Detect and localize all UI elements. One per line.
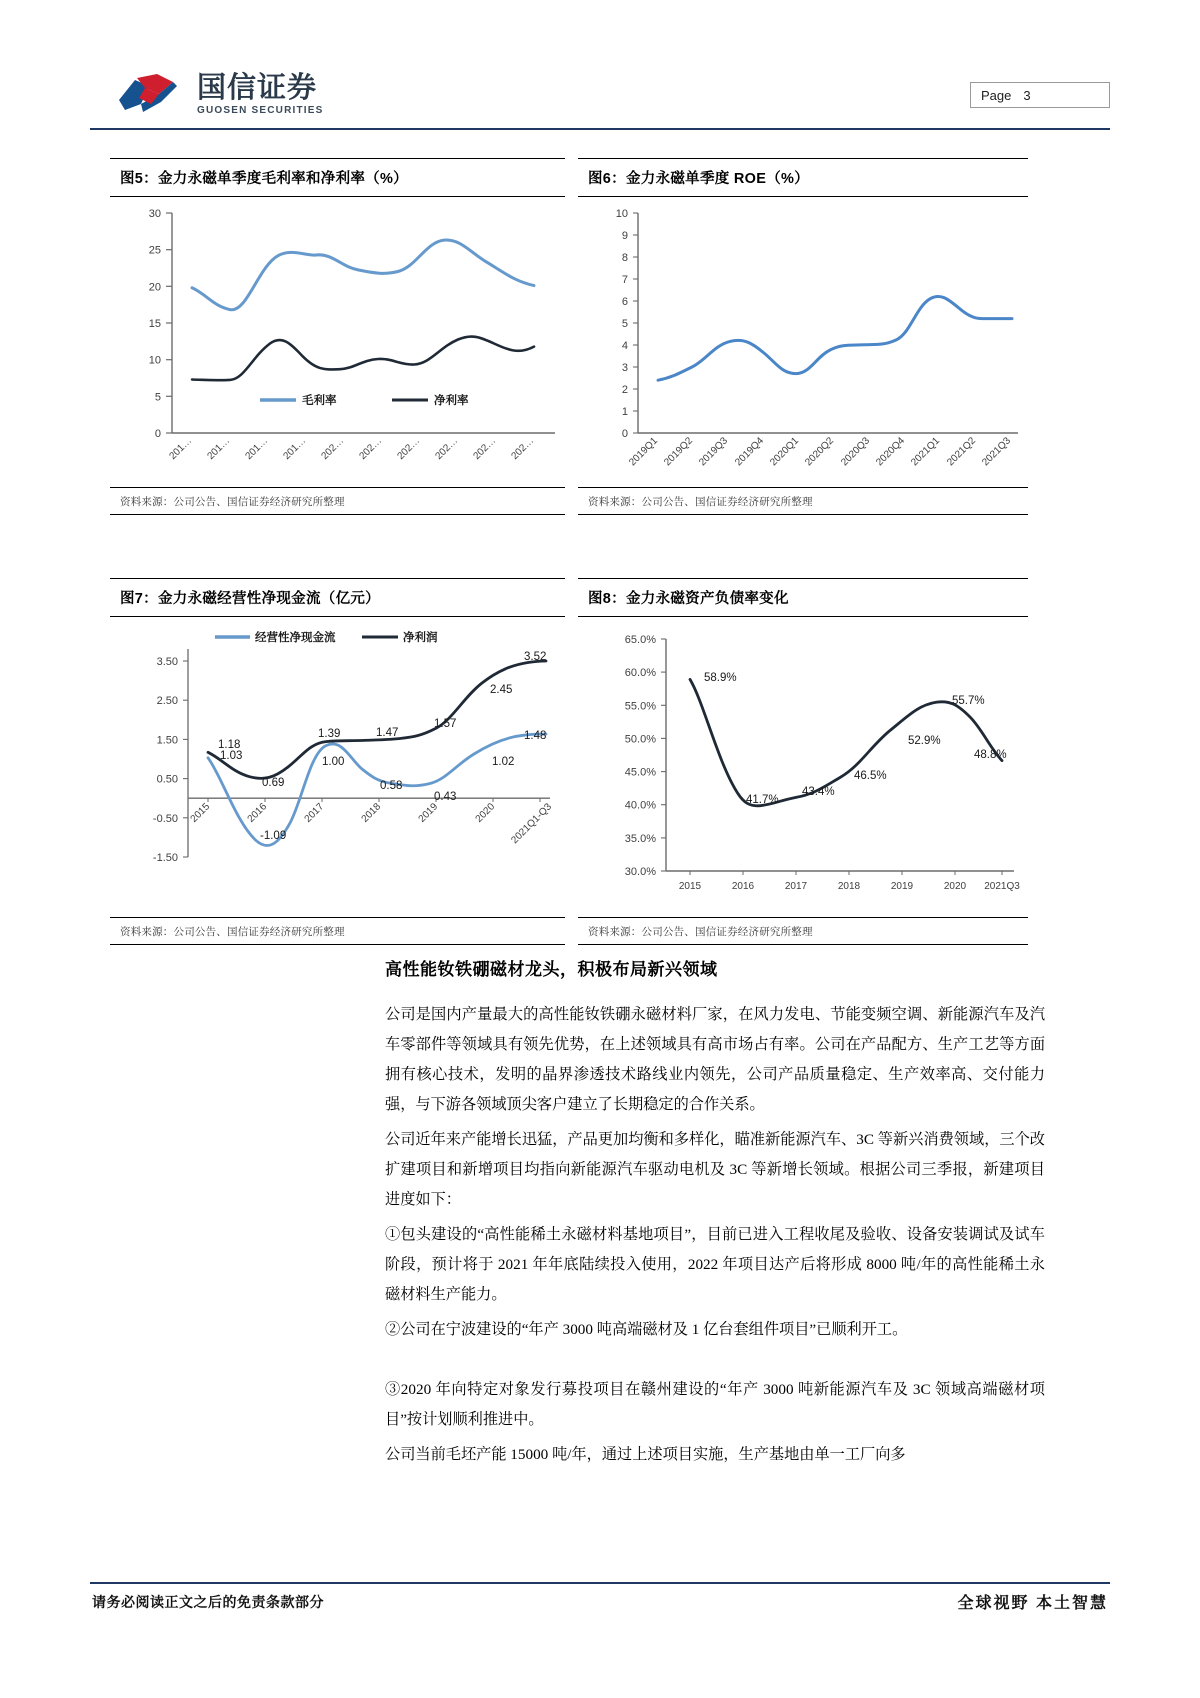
figure-8-source: 资料来源：公司公告、国信证券经济研究所整理 (578, 917, 1028, 944)
svg-text:30.0%: 30.0% (624, 866, 656, 878)
svg-text:202…: 202… (509, 435, 537, 462)
svg-text:2020: 2020 (473, 801, 498, 825)
page-number: 3 (1023, 87, 1031, 103)
svg-text:净利率: 净利率 (434, 395, 469, 407)
svg-text:202…: 202… (319, 435, 347, 462)
svg-text:1.39: 1.39 (318, 728, 341, 740)
svg-text:10: 10 (615, 208, 628, 220)
svg-text:8: 8 (621, 252, 628, 264)
svg-text:2020: 2020 (943, 881, 967, 892)
svg-text:202…: 202… (395, 435, 423, 462)
page-number-badge (970, 82, 1110, 108)
svg-text:2021Q2: 2021Q2 (945, 435, 979, 469)
svg-text:-1.09: -1.09 (260, 830, 287, 842)
svg-text:6: 6 (621, 296, 628, 308)
header-divider (90, 128, 1110, 130)
svg-text:201…: 201… (167, 435, 195, 462)
svg-text:55.0%: 55.0% (624, 700, 656, 713)
paragraph-3: ①包头建设的“高性能稀土永磁材料基地项目”，目前已进入工程收尾及验收、设备安装调试及试车阶段，预计将于 2021 年年底陆续投入使用，2022 年项目达产后将形成 8000 吨/年的高性能稀土永磁材料生产能力。 (385, 1226, 1045, 1303)
svg-text:10: 10 (148, 354, 161, 367)
figure-8-title: 图8：金力永磁资产负债率变化 (578, 579, 1028, 617)
figure-6-body (578, 197, 1028, 487)
svg-text:-1.50: -1.50 (152, 852, 178, 864)
figure-5-body (110, 197, 565, 487)
svg-text:2020Q3: 2020Q3 (839, 435, 873, 469)
svg-text:46.5%: 46.5% (854, 770, 887, 782)
svg-text:1.18: 1.18 (218, 739, 241, 751)
svg-text:毛利率: 毛利率 (302, 395, 337, 407)
figure-7-legend (215, 630, 438, 644)
svg-text:2019Q3: 2019Q3 (697, 435, 731, 469)
svg-text:2020Q4: 2020Q4 (874, 435, 908, 469)
svg-text:-0.50: -0.50 (152, 812, 178, 825)
figure-5-chart (110, 197, 563, 487)
footer-slogan: 全球视野 本土智慧 (957, 1595, 1108, 1612)
svg-text:2017: 2017 (784, 881, 808, 892)
svg-text:2018: 2018 (359, 801, 384, 825)
svg-text:1.48: 1.48 (524, 730, 547, 742)
svg-text:35.0%: 35.0% (624, 832, 656, 845)
svg-text:41.7%: 41.7% (746, 794, 779, 806)
svg-text:1.02: 1.02 (492, 756, 515, 768)
logo-chinese-name: 国信证券 (197, 71, 318, 104)
svg-text:7: 7 (621, 274, 628, 286)
svg-text:2019Q1: 2019Q1 (627, 435, 661, 469)
svg-text:5: 5 (621, 318, 628, 330)
svg-text:2021Q1-Q3: 2021Q1-Q3 (509, 801, 555, 847)
svg-text:2016: 2016 (731, 881, 755, 892)
svg-text:40.0%: 40.0% (624, 799, 656, 812)
guosen-logo-icon (115, 70, 187, 116)
paragraph-2: 公司近年来产能增长迅猛，产品更加均衡和多样化，瞄准新能源汽车、3C 等新兴消费领域，三个改扩建项目和新增项目均指向新能源汽车驱动电机及 3C 等新增长领域。根据公司三季报，新建项目进度如下： (385, 1131, 1045, 1208)
svg-text:30: 30 (148, 208, 161, 220)
svg-text:202…: 202… (433, 435, 461, 462)
figure-7-source: 资料来源：公司公告、国信证券经济研究所整理 (110, 917, 565, 944)
svg-text:3.52: 3.52 (524, 651, 547, 663)
svg-text:25: 25 (148, 244, 161, 257)
svg-text:202…: 202… (471, 435, 499, 462)
svg-text:2021Q1: 2021Q1 (909, 435, 943, 469)
svg-text:52.9%: 52.9% (908, 735, 941, 747)
figure-7-body (110, 617, 565, 917)
svg-text:经营性净现金流: 经营性净现金流 (255, 632, 336, 644)
figure-6-title: 图6：金力永磁单季度 ROE（%） (578, 159, 1028, 197)
svg-text:43.4%: 43.4% (802, 786, 835, 798)
svg-text:2.45: 2.45 (490, 684, 513, 696)
figure-5-title: 图5：金力永磁单季度毛利率和净利率（%） (110, 159, 565, 197)
svg-text:0.58: 0.58 (380, 780, 403, 792)
svg-text:20: 20 (148, 281, 161, 294)
svg-text:2021Q3: 2021Q3 (980, 435, 1014, 469)
figure-6-chart (578, 197, 1026, 487)
svg-text:2021Q3: 2021Q3 (984, 881, 1020, 892)
svg-text:2019: 2019 (416, 801, 441, 825)
figure-7-title: 图7：金力永磁经营性净现金流（亿元） (110, 579, 565, 617)
figure-5 (110, 158, 565, 515)
svg-text:0.69: 0.69 (262, 777, 285, 789)
svg-text:4: 4 (621, 340, 628, 352)
logo-wordmark (197, 73, 324, 116)
figure-8 (578, 578, 1028, 945)
svg-text:1.47: 1.47 (376, 727, 399, 739)
company-logo (115, 70, 324, 116)
figure-6 (578, 158, 1028, 515)
svg-text:48.8%: 48.8% (974, 749, 1007, 761)
svg-text:201…: 201… (243, 435, 271, 462)
svg-text:1.57: 1.57 (434, 718, 457, 730)
svg-text:1.00: 1.00 (322, 756, 345, 768)
svg-text:15: 15 (148, 318, 161, 330)
paragraph-5: ③2020 年向特定对象发行募投项目在赣州建设的“年产 3000 吨新能源汽车及 3C 领域高端磁材项目”按计划顺利推进中。 (385, 1381, 1045, 1428)
svg-text:2: 2 (621, 384, 628, 396)
figure-8-chart (578, 617, 1026, 917)
svg-text:2015: 2015 (188, 801, 213, 825)
figure-8-body (578, 617, 1028, 917)
figure-5-legend (260, 393, 469, 407)
svg-text:0: 0 (621, 428, 628, 440)
figure-5-source: 资料来源：公司公告、国信证券经济研究所整理 (110, 487, 565, 514)
svg-text:2016: 2016 (245, 801, 270, 825)
svg-text:201…: 201… (281, 435, 309, 462)
svg-text:55.7%: 55.7% (952, 695, 985, 707)
svg-text:201…: 201… (205, 435, 233, 462)
svg-text:50.0%: 50.0% (624, 733, 656, 746)
svg-text:60.0%: 60.0% (624, 667, 656, 680)
svg-text:2018: 2018 (837, 881, 861, 892)
paragraph-1: 公司是国内产量最大的高性能钕铁硼永磁材料厂家，在风力发电、节能变频空调、新能源汽车及汽车零部件等领域具有领先优势，在上述领域具有高市场占有率。公司在产品配方、生产工艺等方面拥有核心技术，发明的晶界渗透技术路线业内领先，公司产品质量稳定、生产效率高、交付能力强，与下游各领域顶尖客户建立了长期稳定的合作关系。 (385, 1006, 1045, 1113)
svg-text:2015: 2015 (678, 881, 702, 892)
svg-text:2017: 2017 (302, 801, 327, 825)
svg-text:3: 3 (621, 362, 628, 374)
svg-text:1: 1 (621, 406, 628, 418)
footer-divider (90, 1582, 1110, 1584)
figure-6-source: 资料来源：公司公告、国信证券经济研究所整理 (578, 487, 1028, 514)
logo-english-name: GUOSEN SECURITIES (197, 105, 324, 116)
page-label: Page (981, 87, 1012, 103)
svg-text:2020Q1: 2020Q1 (768, 435, 802, 469)
section-heading: 高性能钕铁硼磁材龙头，积极布局新兴领域 (385, 960, 718, 979)
svg-text:2019Q2: 2019Q2 (662, 435, 696, 469)
svg-text:45.0%: 45.0% (624, 766, 656, 779)
svg-text:58.9%: 58.9% (704, 672, 737, 684)
figure-7 (110, 578, 565, 945)
svg-text:0.50: 0.50 (156, 773, 178, 786)
page-header (90, 60, 1110, 130)
figure-7-chart (110, 617, 563, 917)
paragraph-4: ②公司在宁波建设的“年产 3000 吨高端磁材及 1 亿台套组件项目”已顺利开工。 (385, 1321, 908, 1338)
svg-text:1.03: 1.03 (220, 750, 243, 762)
svg-text:9: 9 (621, 230, 628, 242)
svg-text:2019Q4: 2019Q4 (733, 435, 767, 469)
svg-text:0: 0 (154, 428, 161, 440)
footer-disclaimer: 请务必阅读正文之后的免责条款部分 (92, 1594, 324, 1610)
svg-text:5: 5 (154, 391, 161, 404)
svg-text:3.50: 3.50 (156, 656, 178, 668)
svg-text:2020Q2: 2020Q2 (803, 435, 837, 469)
paragraph-6: 公司当前毛坯产能 15000 吨/年，通过上述项目实施，生产基地由单一工厂向多 (385, 1446, 906, 1463)
svg-text:1.50: 1.50 (156, 734, 178, 747)
svg-text:202…: 202… (357, 435, 385, 462)
svg-text:2.50: 2.50 (156, 695, 178, 708)
svg-text:净利润: 净利润 (403, 632, 438, 644)
svg-text:2019: 2019 (890, 881, 914, 892)
svg-text:65.0%: 65.0% (624, 634, 656, 646)
svg-text:0.43: 0.43 (434, 791, 457, 803)
